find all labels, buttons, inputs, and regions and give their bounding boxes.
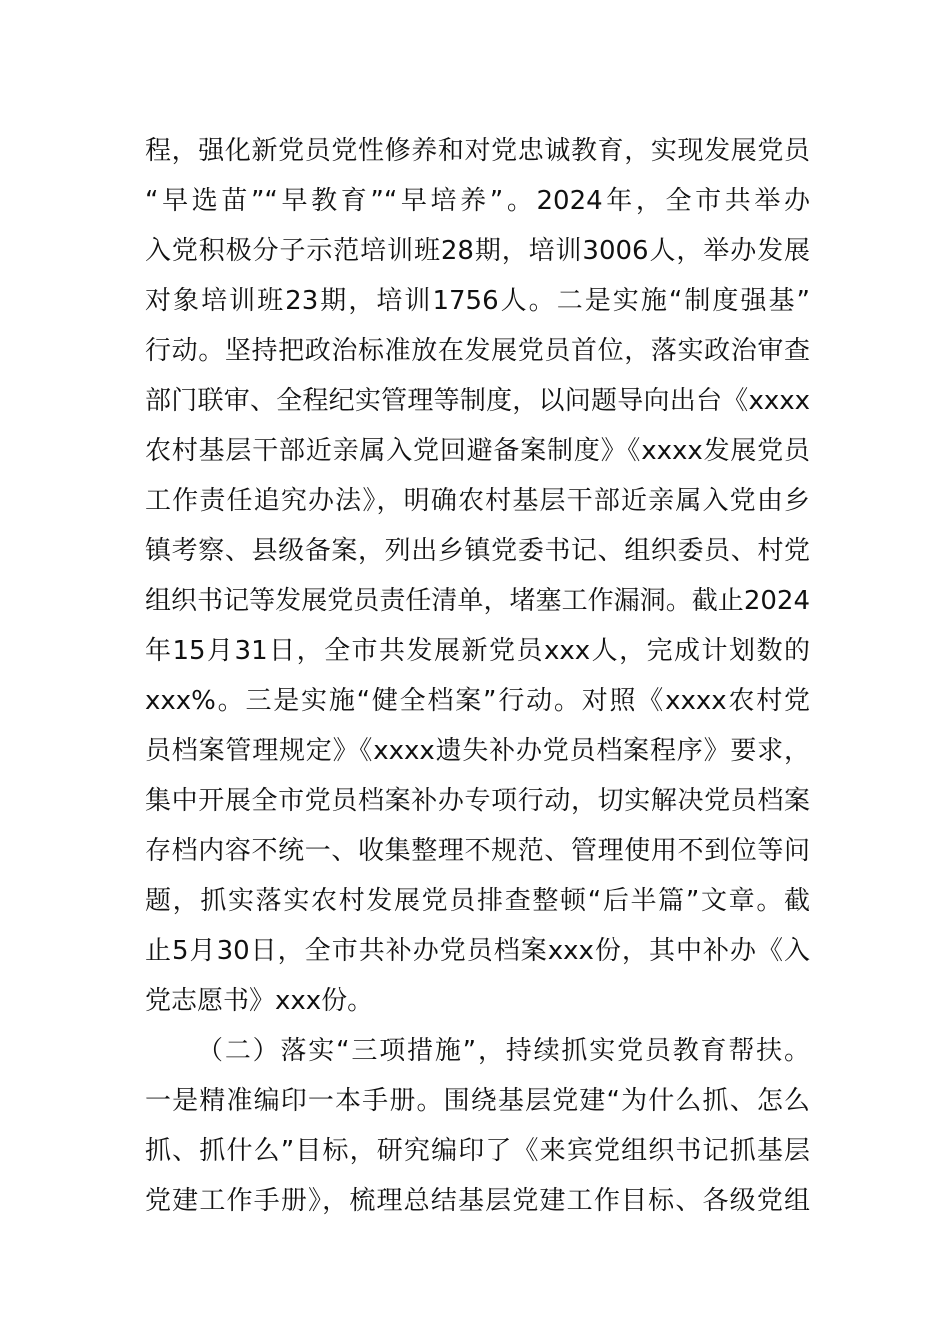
text-line: 工作责任追究办法》，明确农村基层干部近亲属入党由乡 (145, 486, 810, 516)
text-line: 对象培训班23期，培训1756人。二是实施“制度强基” (145, 286, 810, 316)
text-line: 党建工作手册》，梳理总结基层党建工作目标、各级党组 (145, 1186, 810, 1216)
text-line: 年15月31日，全市共发展新党员xxx人，完成计划数的 (145, 636, 810, 666)
text-line: 止5月30日，全市共补办党员档案xxx份，其中补办《入 (145, 936, 810, 966)
section-heading-line: （二）落实“三项措施”，持续抓实党员教育帮扶。 (197, 1036, 810, 1066)
text-line: 程，强化新党员党性修养和对党忠诚教育，实现发展党员 (145, 136, 810, 166)
paragraph-end-line: 党志愿书》xxx份。 (145, 986, 374, 1016)
text-line: 员档案管理规定》《xxxx遗失补办党员档案程序》要求， (145, 736, 810, 766)
text-line: “早选苗”“早教育”“早培养”。2024年，全市共举办 (145, 186, 810, 216)
text-line: 部门联审、全程纪实管理等制度，以问题导向出台《xxxx (145, 386, 810, 416)
text-line: 行动。坚持把政治标准放在发展党员首位，落实政治审查 (145, 336, 810, 366)
body-text (145, 126, 810, 1226)
text-line: 存档内容不统一、收集整理不规范、管理使用不到位等问 (145, 836, 810, 866)
text-line: 集中开展全市党员档案补办专项行动，切实解决党员档案 (145, 786, 810, 816)
text-line: 组织书记等发展党员责任清单，堵塞工作漏洞。截止2024 (145, 586, 810, 616)
text-line: 入党积极分子示范培训班28期，培训3006人，举办发展 (145, 236, 810, 266)
text-line: 农村基层干部近亲属入党回避备案制度》《xxxx发展党员 (145, 436, 810, 466)
text-line: 镇考察、县级备案，列出乡镇党委书记、组织委员、村党 (145, 536, 810, 566)
text-line: 抓、抓什么”目标，研究编印了《来宾党组织书记抓基层 (145, 1136, 810, 1166)
text-line: 一是精准编印一本手册。围绕基层党建“为什么抓、怎么 (145, 1086, 810, 1116)
text-line: 题，抓实落实农村发展党员排查整顿“后半篇”文章。截 (145, 886, 810, 916)
text-line: xxx%。三是实施“健全档案”行动。对照《xxxx农村党 (145, 686, 810, 716)
